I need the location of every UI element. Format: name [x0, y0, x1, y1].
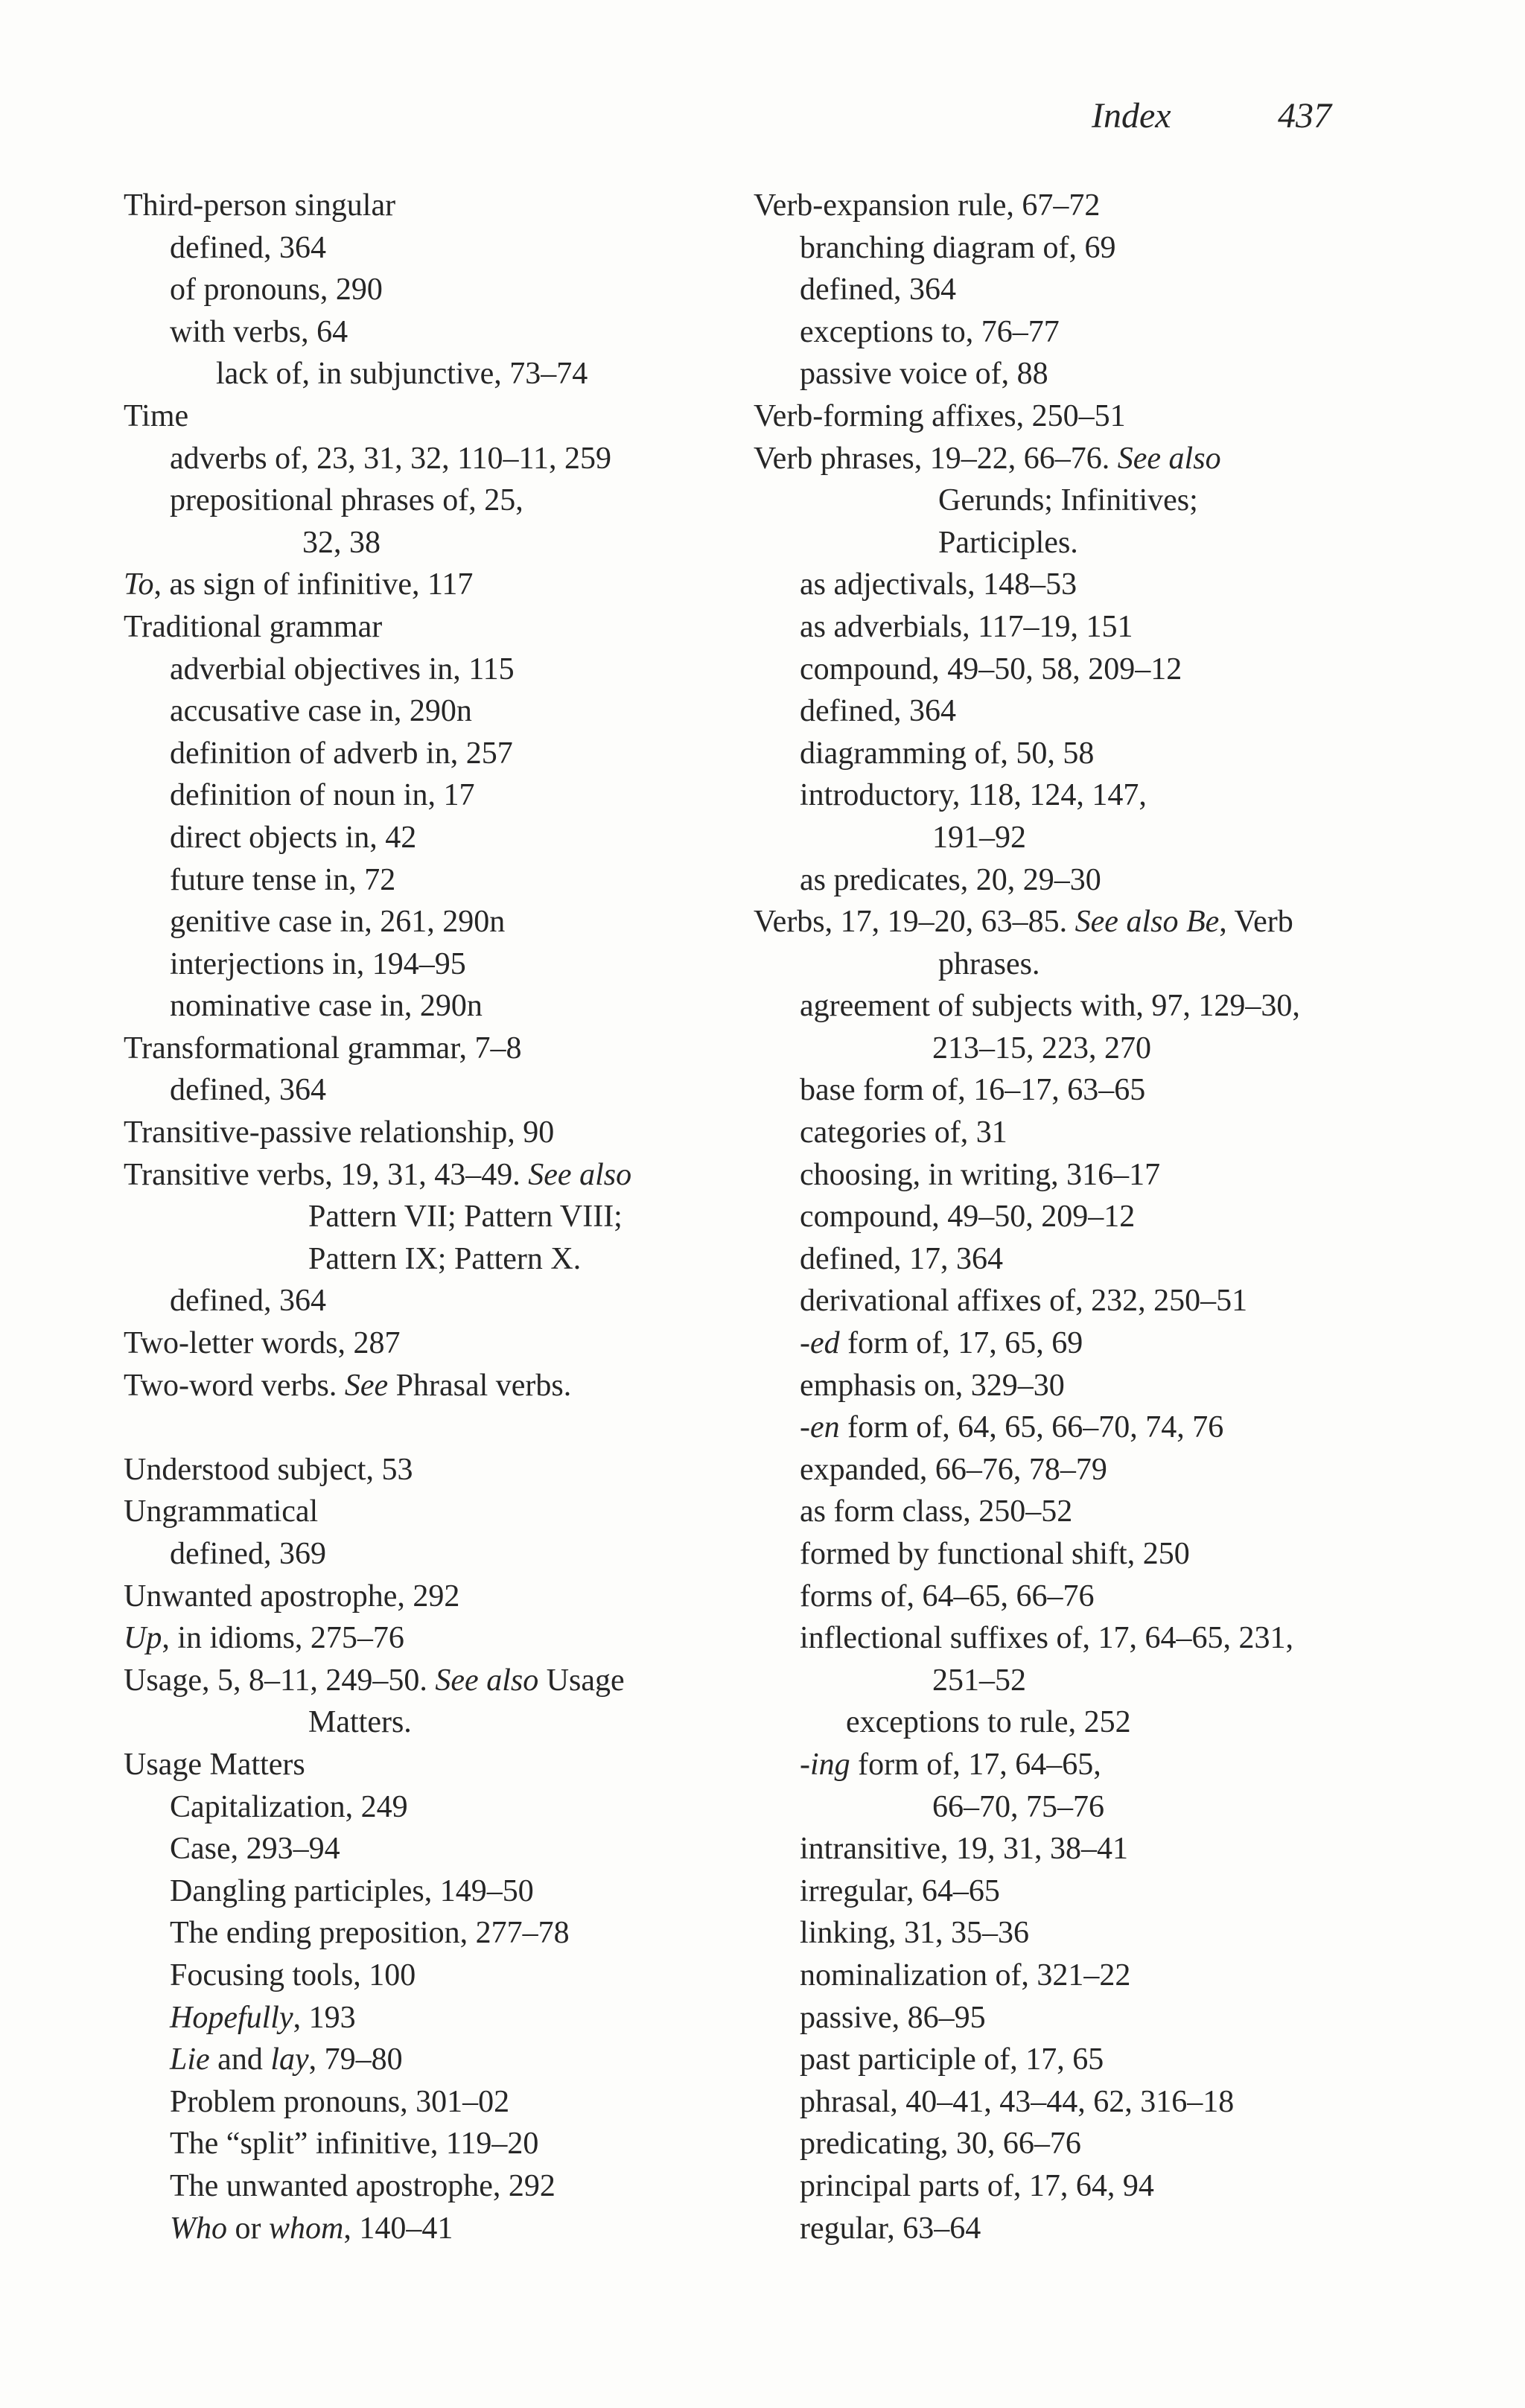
italic-term: -en: [800, 1410, 840, 1445]
index-subentry: [754, 1828, 1394, 1870]
index-subentry: [754, 2165, 1394, 2208]
entry-text: Phrasal verbs.: [388, 1368, 572, 1403]
entry-text: 213–15, 223, 270: [932, 1031, 1151, 1066]
entry-text: of pronouns, 290: [170, 273, 383, 308]
entry-text: Transitive-passive relationship, 90: [124, 1115, 555, 1150]
entry-text: exceptions to rule, 252: [846, 1705, 1131, 1740]
index-entry-continuation: [754, 1028, 1394, 1070]
index-subentry: [754, 1238, 1394, 1281]
entry-text: , 79–80: [308, 2042, 403, 2077]
index-subentry: [124, 269, 764, 311]
entry-text: passive, 86–95: [800, 2000, 986, 2035]
entry-text: principal parts of, 17, 64, 94: [800, 2168, 1154, 2203]
entry-text: defined, 364: [800, 694, 956, 729]
entry-text: emphasis on, 329–30: [800, 1368, 1065, 1403]
entry-text: Transformational grammar, 7–8: [124, 1031, 522, 1066]
index-subentry: [754, 1997, 1394, 2039]
entry-text: Unwanted apostrophe, 292: [124, 1579, 460, 1614]
entry-text: direct objects in, 42: [170, 820, 417, 855]
entry-text: inflectional suffixes of, 17, 64–65, 231,: [800, 1621, 1293, 1656]
index-subentry: [124, 1786, 764, 1829]
entry-text: defined, 364: [800, 273, 956, 308]
index-subentry: [754, 1407, 1394, 1449]
index-subentry: [124, 985, 764, 1028]
entry-text: passive voice of, 88: [800, 357, 1048, 392]
entry-text: Usage Matters: [124, 1747, 305, 1782]
index-main-entry: [754, 901, 1394, 943]
italic-term: See also Be: [1074, 905, 1220, 940]
entry-text: linking, 31, 35–36: [800, 1916, 1030, 1951]
entry-text: formed by functional shift, 250: [800, 1537, 1190, 1571]
index-subentry: [754, 859, 1394, 902]
entry-text: nominative case in, 290n: [170, 989, 483, 1024]
entry-text: phrasal, 40–41, 43–44, 62, 316–18: [800, 2084, 1235, 2119]
index-main-entry: [124, 1449, 764, 1491]
entry-text: Usage: [538, 1663, 625, 1698]
index-subentry: [124, 1828, 764, 1870]
entry-text: diagramming of, 50, 58: [800, 736, 1095, 771]
entry-text: , as sign of infinitive, 117: [153, 567, 474, 602]
entry-text: Two-word verbs.: [124, 1368, 345, 1403]
index-main-entry: [754, 185, 1394, 227]
entry-text: defined, 369: [170, 1537, 326, 1571]
entry-text: Pattern VII; Pattern VIII;: [308, 1200, 623, 1235]
index-subentry: [754, 606, 1394, 649]
italic-term: See: [344, 1368, 389, 1403]
entry-text: agreement of subjects with, 97, 129–30,: [800, 989, 1300, 1024]
index-main-entry: [124, 1112, 764, 1154]
entry-text: base form of, 16–17, 63–65: [800, 1073, 1146, 1108]
index-subentry: [754, 1744, 1394, 1786]
index-entry-continuation: [124, 1701, 764, 1744]
entry-text: Gerunds; Infinitives;: [938, 483, 1198, 518]
index-subentry: [124, 649, 764, 691]
entry-text: , in idioms, 275–76: [162, 1621, 404, 1656]
entry-text: predicating, 30, 66–76: [800, 2127, 1081, 2162]
entry-text: as adjectivals, 148–53: [800, 567, 1077, 602]
entry-text: as adverbials, 117–19, 151: [800, 609, 1133, 644]
entry-text: introductory, 118, 124, 147,: [800, 778, 1147, 813]
index-subentry: [754, 985, 1394, 1028]
index-subentry: [754, 1365, 1394, 1407]
italic-term: To: [124, 567, 154, 602]
entry-text: Verb-expansion rule, 67–72: [754, 188, 1101, 223]
index-entry-continuation: [754, 1786, 1394, 1829]
index-column-right: [754, 185, 1394, 2249]
entry-text: 251–52: [932, 1663, 1026, 1698]
entry-text: Capitalization, 249: [170, 1789, 408, 1824]
index-subentry: [124, 1069, 764, 1112]
index-column-left: [124, 185, 764, 2249]
entry-text: , 140–41: [343, 2211, 453, 2246]
entry-text: defined, 17, 364: [800, 1241, 1003, 1276]
entry-text: Usage, 5, 8–11, 249–50.: [124, 1663, 436, 1698]
entry-text: accusative case in, 290n: [170, 694, 472, 729]
index-subentry: [124, 311, 764, 354]
index-entry-continuation: [124, 1196, 764, 1238]
index-subentry: [124, 2208, 764, 2250]
index-subentry: [754, 1576, 1394, 1618]
italic-term: Up: [124, 1621, 162, 1656]
index-subentry: [124, 1870, 764, 1913]
index-subentry: [754, 1491, 1394, 1533]
entry-text: choosing, in writing, 316–17: [800, 1157, 1161, 1192]
index-entry-continuation: [754, 1660, 1394, 1702]
index-subentry: [754, 1112, 1394, 1154]
index-subentry: [754, 1870, 1394, 1913]
entry-text: Ungrammatical: [124, 1494, 319, 1529]
entry-text: Verbs, 17, 19–20, 63–85.: [754, 905, 1075, 940]
index-subentry: [754, 1533, 1394, 1576]
index-sub-subentry: [754, 1701, 1394, 1744]
italic-term: -ing: [800, 1747, 850, 1782]
index-subentry: [754, 269, 1394, 311]
index-subentry: [754, 311, 1394, 354]
entry-text: definition of noun in, 17: [170, 778, 475, 813]
entry-text: defined, 364: [170, 230, 326, 265]
index-subentry: [124, 1955, 764, 1997]
index-subentry: [124, 733, 764, 775]
page-number: 437: [1278, 96, 1331, 136]
entry-text: form of, 17, 65, 69: [839, 1326, 1083, 1361]
index-subentry: [754, 353, 1394, 395]
entry-text: irregular, 64–65: [800, 1873, 1000, 1908]
entry-text: as form class, 250–52: [800, 1494, 1073, 1529]
index-main-entry: [124, 185, 764, 227]
index-main-entry: [754, 438, 1394, 480]
entry-text: lack of, in subjunctive, 73–74: [216, 357, 588, 392]
entry-text: adverbial objectives in, 115: [170, 652, 515, 687]
entry-text: defined, 364: [170, 1073, 326, 1108]
index-subentry: [754, 690, 1394, 733]
entry-text: compound, 49–50, 58, 209–12: [800, 652, 1182, 687]
index-subentry: [754, 649, 1394, 691]
entry-text: branching diagram of, 69: [800, 230, 1116, 265]
entry-text: Time: [124, 398, 189, 433]
index-subentry: [754, 1449, 1394, 1491]
section-gap: [124, 1407, 764, 1449]
index-subentry: [124, 1997, 764, 2039]
italic-term: See also: [435, 1663, 539, 1698]
italic-term: whom: [269, 2211, 344, 2246]
index-subentry: [124, 480, 764, 522]
entry-text: Focusing tools, 100: [170, 1958, 416, 1993]
entry-text: future tense in, 72: [170, 862, 396, 897]
entry-text: and: [209, 2042, 271, 2077]
index-main-entry: [124, 1154, 764, 1197]
index-subentry: [124, 817, 764, 859]
index-subentry: [124, 2039, 764, 2081]
index-sub-subentry: [124, 353, 764, 395]
entry-text: intransitive, 19, 31, 38–41: [800, 1832, 1128, 1867]
entry-text: defined, 364: [170, 1284, 326, 1319]
index-main-entry: [124, 1491, 764, 1533]
italic-term: -ed: [800, 1326, 840, 1361]
entry-text: adverbs of, 23, 31, 32, 110–11, 259: [170, 441, 611, 476]
index-subentry: [124, 1912, 764, 1955]
index-main-entry: [124, 1365, 764, 1407]
entry-text: Matters.: [308, 1705, 412, 1740]
entry-text: 66–70, 75–76: [932, 1789, 1104, 1824]
entry-text: The “split” infinitive, 119–20: [170, 2127, 539, 2162]
index-entry-continuation: [754, 817, 1394, 859]
entry-text: Third-person singular: [124, 188, 396, 223]
entry-text: or: [227, 2211, 269, 2246]
entry-text: , Verb: [1219, 905, 1293, 940]
index-subentry: [124, 1533, 764, 1576]
entry-text: Verb phrases, 19–22, 66–76.: [754, 441, 1118, 476]
entry-text: derivational affixes of, 232, 250–51: [800, 1284, 1248, 1319]
index-subentry: [754, 227, 1394, 270]
index-subentry: [124, 438, 764, 480]
index-entry-continuation: [754, 943, 1394, 986]
entry-text: exceptions to, 76–77: [800, 314, 1060, 349]
entry-text: Problem pronouns, 301–02: [170, 2084, 510, 2119]
entry-text: compound, 49–50, 209–12: [800, 1200, 1136, 1235]
index-subentry: [754, 2081, 1394, 2124]
index-main-entry: [754, 395, 1394, 438]
index-subentry: [124, 943, 764, 986]
index-entry-continuation: [124, 1238, 764, 1281]
index-main-entry: [124, 606, 764, 649]
index-subentry: [124, 2081, 764, 2124]
index-main-entry: [124, 1744, 764, 1786]
index-main-entry: [124, 564, 764, 606]
index-subentry: [754, 1280, 1394, 1322]
entry-text: Participles.: [938, 525, 1078, 560]
running-head: Index: [1092, 96, 1171, 136]
entry-text: Transitive verbs, 19, 31, 43–49.: [124, 1157, 529, 1192]
index-main-entry: [124, 1322, 764, 1365]
italic-term: See also: [1117, 441, 1221, 476]
index-entry-continuation: [754, 480, 1394, 522]
index-subentry: [124, 901, 764, 943]
entry-text: The ending preposition, 277–78: [170, 1916, 570, 1951]
index-main-entry: [124, 395, 764, 438]
index-entry-continuation: [754, 522, 1394, 564]
index-subentry: [754, 1617, 1394, 1660]
entry-text: categories of, 31: [800, 1115, 1007, 1150]
italic-term: See also: [528, 1157, 632, 1192]
entry-text: form of, 17, 64–65,: [850, 1747, 1101, 1782]
index-main-entry: [124, 1617, 764, 1660]
entry-text: , 193: [293, 2000, 356, 2035]
entry-text: with verbs, 64: [170, 314, 348, 349]
entry-text: Understood subject, 53: [124, 1452, 413, 1487]
entry-text: expanded, 66–76, 78–79: [800, 1452, 1107, 1487]
index-subentry: [124, 774, 764, 817]
entry-text: Traditional grammar: [124, 609, 383, 644]
entry-text: 191–92: [932, 820, 1026, 855]
index-subentry: [754, 2039, 1394, 2081]
index-main-entry: [124, 1576, 764, 1618]
entry-text: genitive case in, 261, 290n: [170, 905, 506, 940]
index-subentry: [754, 564, 1394, 606]
index-subentry: [754, 2123, 1394, 2165]
entry-text: Two-letter words, 287: [124, 1326, 401, 1361]
index-subentry: [124, 2165, 764, 2208]
italic-term: Hopefully: [170, 2000, 293, 2035]
entry-text: regular, 63–64: [800, 2211, 981, 2246]
index-subentry: [754, 1154, 1394, 1197]
index-subentry: [754, 1912, 1394, 1955]
index-subentry: [754, 1196, 1394, 1238]
entry-text: past participle of, 17, 65: [800, 2042, 1104, 2077]
entry-text: as predicates, 20, 29–30: [800, 862, 1101, 897]
index-subentry: [754, 1069, 1394, 1112]
index-main-entry: [124, 1660, 764, 1702]
entry-text: form of, 64, 65, 66–70, 74, 76: [839, 1410, 1224, 1445]
index-subentry: [124, 1280, 764, 1322]
index-subentry: [754, 733, 1394, 775]
entry-text: definition of adverb in, 257: [170, 736, 513, 771]
index-subentry: [754, 1322, 1394, 1365]
italic-term: Who: [170, 2211, 227, 2246]
entry-text: phrases.: [938, 946, 1040, 981]
index-subentry: [124, 2123, 764, 2165]
index-subentry: [754, 2208, 1394, 2250]
index-subentry: [754, 1955, 1394, 1997]
index-subentry: [754, 774, 1394, 817]
entry-text: Case, 293–94: [170, 1832, 340, 1867]
entry-text: Verb-forming affixes, 250–51: [754, 398, 1126, 433]
index-subentry: [124, 227, 764, 270]
entry-text: Dangling participles, 149–50: [170, 1873, 534, 1908]
index-main-entry: [124, 1028, 764, 1070]
entry-text: prepositional phrases of, 25,: [170, 483, 523, 518]
index-subentry: [124, 690, 764, 733]
entry-text: The unwanted apostrophe, 292: [170, 2168, 555, 2203]
index-entry-continuation: [124, 522, 764, 564]
italic-term: lay: [270, 2042, 309, 2077]
entry-text: nominalization of, 321–22: [800, 1958, 1131, 1993]
index-subentry: [124, 859, 764, 902]
entry-text: forms of, 64–65, 66–76: [800, 1579, 1095, 1614]
italic-term: Lie: [170, 2042, 210, 2077]
entry-text: Pattern IX; Pattern X.: [308, 1241, 582, 1276]
entry-text: interjections in, 194–95: [170, 946, 466, 981]
entry-text: 32, 38: [302, 525, 381, 560]
